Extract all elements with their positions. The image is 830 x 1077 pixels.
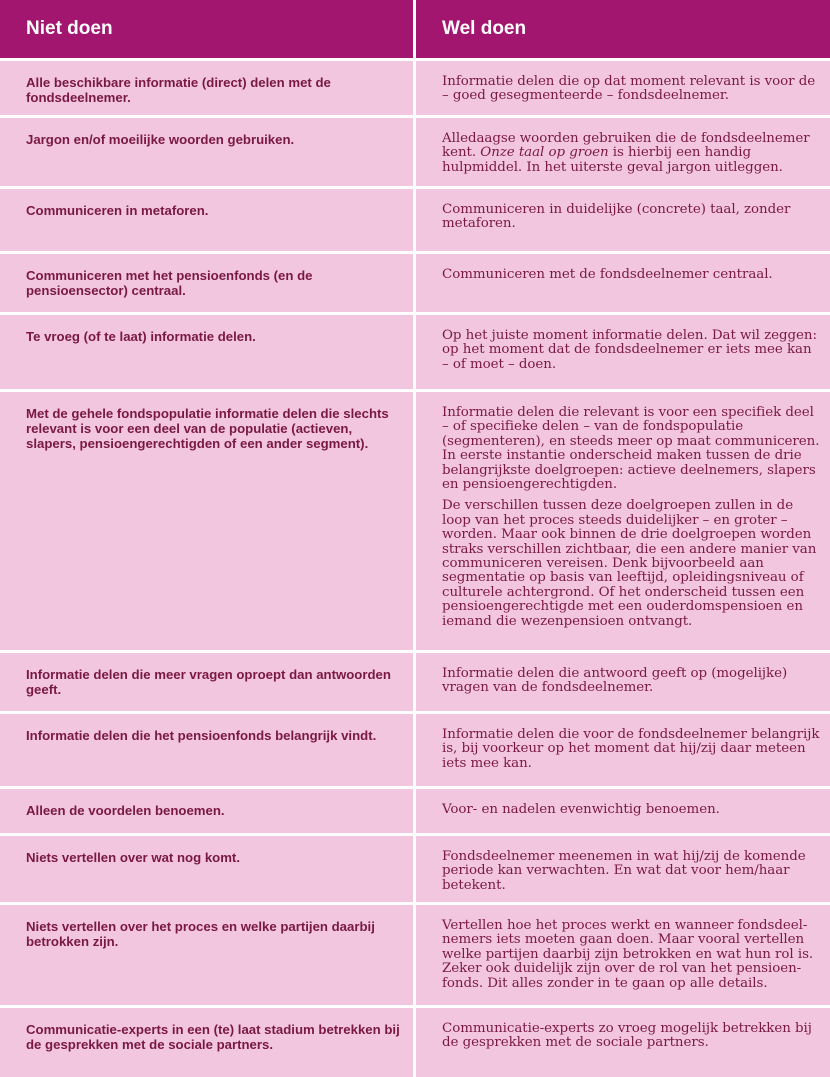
niet-doen-text: Te vroeg (of te laat) informatie delen. [26, 329, 256, 344]
wel-doen-cell [416, 118, 830, 186]
wel-doen-emphasis: Onze taal op groen [480, 145, 609, 161]
table-row [0, 1008, 830, 1077]
header-cell-wel-doen [416, 0, 830, 58]
table-row [0, 905, 830, 1005]
niet-doen-cell [0, 1008, 413, 1077]
wel-doen-text [442, 132, 822, 175]
wel-doen-text [442, 203, 822, 232]
wel-doen-paragraph: Informatie delen die op dat moment relevant is voor de – goed gesegmenteerde – fondsdeelnemer. [442, 74, 816, 104]
niet-doen-text: Communicatie-experts in een (te) laat stadium betrekken bij de gesprekken met de sociale partners. [26, 1022, 400, 1052]
wel-doen-paragraph: Communiceren met de fondsdeelnemer centraal. [442, 267, 773, 282]
niet-doen-text: Niets vertellen over het proces en welke partijen daarbij betrokken zijn. [26, 919, 375, 949]
wel-doen-text [442, 667, 822, 696]
niet-doen-cell [0, 254, 413, 312]
niet-doen-text: Communiceren in metaforen. [26, 203, 209, 218]
wel-doen-text [442, 728, 822, 771]
table-row [0, 118, 830, 186]
wel-doen-paragraph: De verschillen tussen deze doelgroepen zullen in de loop van het proces steeds duidelijker – en groter – worden. Maar ook binnen de drie doelgroepen worden straks verschillen zichtbaar, die een andere manier van communiceren vereisen. Denk bijvoorbeeld aan segmentatie op basis van leeftijd, opleidingsniveau of culturele achtergrond. Of het onderscheid tussen een pensioengerechtigde met een ouderdomspensioen en iemand die wezenpensioen ontvangt. [442, 498, 817, 629]
niet-doen-cell [0, 836, 413, 902]
wel-doen-cell [416, 254, 830, 312]
wel-doen-text [442, 75, 822, 104]
niet-doen-cell [0, 789, 413, 833]
niet-doen-cell [0, 61, 413, 115]
wel-doen-text [442, 406, 822, 629]
niet-doen-text: Alle beschikbare informatie (direct) delen met de fondsdeelnemer. [26, 75, 331, 105]
wel-doen-cell [416, 1008, 830, 1077]
wel-doen-cell [416, 315, 830, 389]
wel-doen-paragraph: Informatie delen die voor de fondsdeelnemer belangrijk is, bij voorkeur op het moment dat hij/zij daar meteen iets mee kan. [442, 727, 820, 771]
niet-doen-cell [0, 905, 413, 1005]
table-row [0, 61, 830, 115]
niet-doen-cell [0, 392, 413, 650]
table-row [0, 714, 830, 786]
wel-doen-text [442, 919, 822, 991]
wel-doen-cell [416, 189, 830, 251]
niet-doen-cell [0, 189, 413, 251]
wel-doen-text-before: Alledaagse woorden gebruiken die de fondsdeelnemer kent. [442, 131, 810, 161]
table-header [0, 0, 830, 58]
wel-doen-cell [416, 653, 830, 711]
table-row [0, 836, 830, 902]
wel-doen-paragraph: Informatie delen die relevant is voor een specifiek deel – of specifieke delen – van de fondspopulatie (segmenteren), en steeds meer op maat communiceren. In eerste instantie onderscheid maken tussen de drie belangrijkste doelgroepen: actieve deelnemers, slapers en pensioengerechtigden. [442, 405, 820, 493]
niet-doen-text: Niets vertellen over wat nog komt. [26, 850, 240, 865]
wel-doen-cell [416, 789, 830, 833]
wel-doen-cell [416, 61, 830, 115]
wel-doen-text [442, 850, 822, 893]
wel-doen-paragraph: Op het juiste moment informatie delen. Dat wil zeggen: op het moment dat de fondsdeelnemer er iets mee kan – of moet – doen. [442, 328, 817, 372]
header-wel-doen: Wel doen [442, 18, 527, 39]
niet-doen-text: Jargon en/of moeilijke woorden gebruiken. [26, 132, 295, 147]
header-niet-doen: Niet doen [26, 18, 113, 39]
niet-doen-cell [0, 315, 413, 389]
table-row [0, 653, 830, 711]
wel-doen-text [442, 268, 822, 282]
niet-doen-cell [0, 118, 413, 186]
wel-doen-cell [416, 392, 830, 650]
wel-doen-paragraph: Voor- en nadelen evenwichtig benoemen. [442, 802, 720, 817]
wel-doen-paragraph: Communicatie-experts zo vroeg mogelijk betrekken bij de gesprekken met de sociale partners. [442, 1021, 812, 1051]
wel-doen-text [442, 1022, 822, 1051]
wel-doen-paragraph [442, 132, 822, 175]
wel-doen-text-after: is hierbij een handig hulpmiddel. In het uiterste geval jargon uitleggen. [442, 145, 783, 175]
niet-doen-text: Communiceren met het pensioenfonds (en de pensioensector) centraal. [26, 268, 313, 298]
table-row [0, 392, 830, 650]
wel-doen-cell [416, 905, 830, 1005]
wel-doen-paragraph: Communiceren in duidelijke (concrete) taal, zonder metaforen. [442, 202, 791, 232]
niet-doen-text: Met de gehele fondspopulatie informatie delen die slechts relevant is voor een deel van de populatie (actieven, slapers, pensioengerechtigden of een ander segment). [26, 406, 389, 451]
table-row [0, 254, 830, 312]
wel-doen-paragraph: Fondsdeelnemer meenemen in wat hij/zij de komende periode kan verwachten. En wat dat voor hem/haar betekent. [442, 849, 806, 893]
niet-doen-text: Informatie delen die meer vragen oproept dan antwoorden geeft. [26, 667, 391, 697]
wel-doen-cell [416, 714, 830, 786]
niet-doen-text: Alleen de voordelen benoemen. [26, 803, 225, 818]
niet-doen-cell [0, 714, 413, 786]
table-row [0, 189, 830, 251]
wel-doen-text [442, 329, 822, 372]
wel-doen-paragraph: Vertellen hoe het proces werkt en wanneer fondsdeel-nemers iets moeten gaan doen. Maar vooral vertellen welke partijen daarbij zijn betrokken en wat hun rol is. Zeker ook duidelijk zijn over de rol van het pensioen-fonds. Dit alles zonder in te gaan op alle details. [442, 918, 814, 991]
header-cell-niet-doen [0, 0, 413, 58]
table-row [0, 789, 830, 833]
wel-doen-text [442, 803, 822, 817]
table-row [0, 315, 830, 389]
niet-doen-text: Informatie delen die het pensioenfonds belangrijk vindt. [26, 728, 377, 743]
wel-doen-paragraph: Informatie delen die antwoord geeft op (mogelijke) vragen van de fondsdeelnemer. [442, 666, 788, 696]
wel-doen-cell [416, 836, 830, 902]
niet-doen-cell [0, 653, 413, 711]
